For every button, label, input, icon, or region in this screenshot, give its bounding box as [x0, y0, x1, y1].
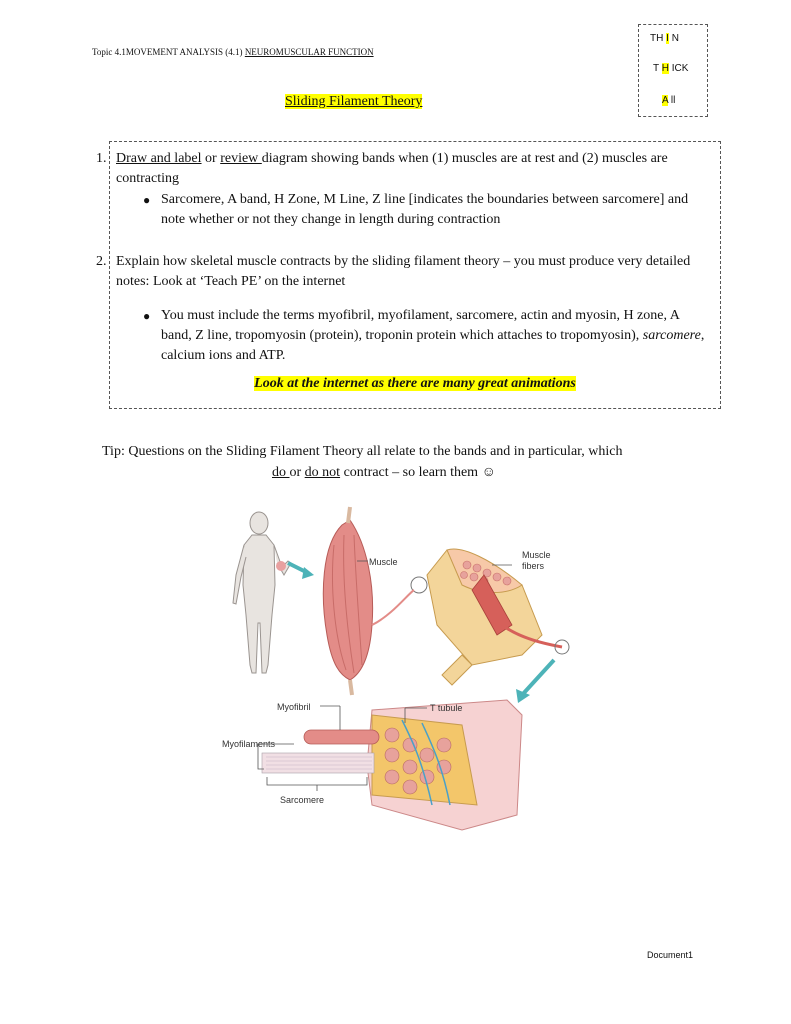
tip-phrase: contract – so learn them ☺ — [340, 465, 496, 480]
label-myofibril: Myofibril — [277, 702, 311, 712]
task-phrase: diagram showing bands when (1) muscles are at rest and (2) muscles are contracting — [116, 151, 668, 186]
task-number: 2. — [96, 254, 107, 269]
tip-paragraph — [102, 441, 712, 483]
label-muscle: Muscle — [369, 557, 398, 567]
task-phrase: Draw and label — [116, 151, 202, 166]
mnemonic-highlight: H — [661, 63, 669, 74]
mnemonic-row-all — [662, 95, 675, 106]
task-phrase: or — [201, 151, 221, 166]
mnemonic-prefix: TH — [650, 33, 664, 44]
task-2-bullet — [143, 306, 706, 366]
label-t-tubule: T tubule — [430, 703, 463, 713]
task-item-2 — [96, 252, 712, 292]
muscle-body — [323, 520, 372, 680]
mnemonic-suffix: ICK — [671, 63, 689, 74]
callout — [110, 376, 720, 392]
task-1-bullet — [143, 190, 711, 230]
bullet-text: Sarcomere, A band, H Zone, M Line, Z line [indicates the boundaries between sarcomere] and note whether or not they change in length during contraction — [161, 192, 689, 227]
bullet-icon: ● — [143, 309, 151, 323]
bullet-icon: ● — [143, 193, 151, 207]
mnemonic-row-thin — [650, 33, 679, 44]
human-figure-icon — [233, 512, 291, 673]
thin-thick-mnemonic-box — [638, 24, 708, 117]
page-title — [285, 94, 422, 110]
tip-phrase: do — [272, 465, 290, 480]
label-muscle-fibers-1: Muscle — [522, 550, 551, 560]
bullet-text: You must include the terms myofibril, myofilament, sarcomere, actin and myosin, H zone, A band, Z line, tropomyosin (protein), troponin protein which attaches to tropomyosin), — [161, 308, 680, 343]
muscle-structure-illustration — [222, 505, 592, 835]
topic-prefix: Topic 4.1MOVEMENT ANALYSIS (4.1) — [92, 47, 245, 57]
label-sarcomere: Sarcomere — [280, 795, 325, 805]
callout-text: Look at the internet as there are many great animations — [254, 376, 576, 391]
tip-phrase: or — [289, 465, 305, 480]
task-item-1 — [96, 149, 712, 189]
arm-muscle-highlight — [276, 561, 286, 571]
tip-phrase: do not — [304, 465, 341, 480]
footer-document-name: Document1 — [647, 950, 694, 960]
mnemonic-suffix: N — [671, 33, 679, 44]
task-phrase: review — [220, 151, 262, 166]
mnemonic-prefix: T — [653, 63, 659, 74]
tip-line-2 — [102, 462, 712, 483]
label-myofilaments: Myofilaments — [222, 739, 276, 749]
arrow-icon — [522, 660, 554, 695]
topic-subject: NEUROMUSCULAR FUNCTION — [244, 47, 374, 57]
page-title-text: Sliding Filament Theory — [285, 94, 423, 109]
bullet-italic-term: sarcomere — [642, 328, 701, 343]
task-instructions-box — [96, 141, 721, 409]
tip-line-1: Tip: Questions on the Sliding Filament Theory all relate to the bands and in particular, which — [102, 444, 623, 459]
mnemonic-highlight: A — [662, 95, 669, 106]
task-number: 1. — [96, 151, 107, 166]
label-muscle-fibers-2: fibers — [522, 561, 545, 571]
topic-line — [92, 47, 374, 57]
bullet-text: , calcium ions and ATP. — [161, 328, 705, 363]
myofibril-cross-section — [262, 700, 522, 830]
mnemonic-highlight: I — [666, 33, 669, 44]
task-text: Explain how skeletal muscle contracts by the sliding filament theory – you must produce very detailed notes: Look at ‘Teach PE’ on the internet — [116, 254, 691, 289]
arrow-head-icon — [302, 567, 314, 579]
mnemonic-suffix: ll — [670, 95, 676, 106]
mnemonic-row-thick — [653, 63, 688, 74]
